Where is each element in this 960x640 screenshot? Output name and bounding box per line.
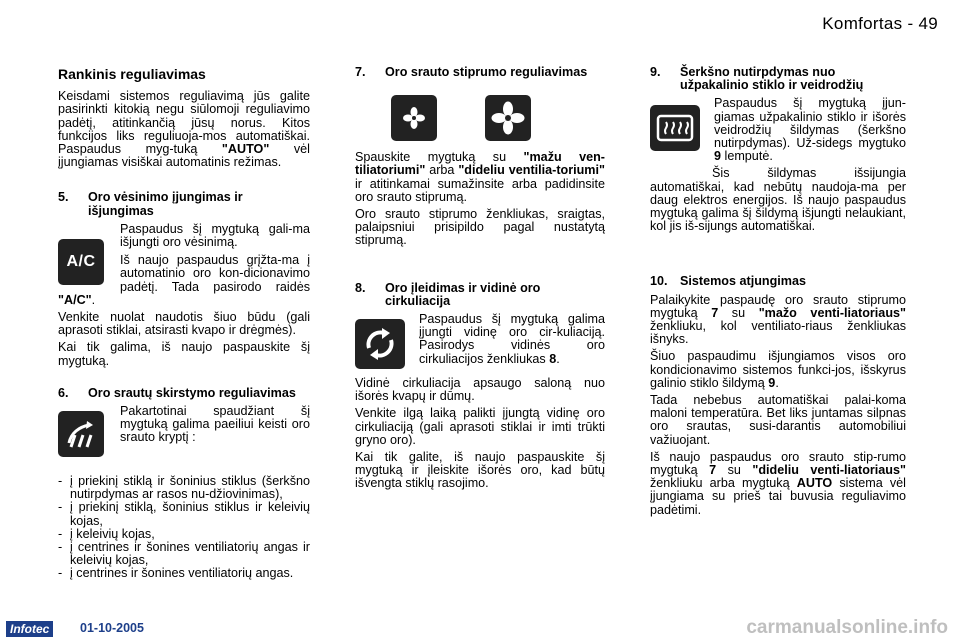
section-5-heading: 5. Oro vėsinimo įjungimas ir išjungimas — [58, 190, 243, 218]
s7-p2: Oro srauto stiprumo ženkliukas, sraigtas, palaipsniui prisipildo pagal nustatytą stiprumą. — [355, 207, 605, 248]
page-footer — [0, 617, 960, 640]
s8-p1: Paspaudus šį mygtuką galima įjungti vidinę oro cir-kuliaciją. Pasirodys vidinės oro cirkuliacijos ženkliukas 8. — [419, 313, 605, 366]
fan-low-icon — [391, 95, 437, 141]
s10-p1: Palaikykite paspaudę oro srauto stiprumo mygtuką 7 su "mažo venti-liatoriaus" ženkliuku, kol ventiliato-riaus ženkliukas išnyks. — [650, 292, 906, 347]
section-8-heading: 8. Oro įleidimas ir vidinė oro cirkuliacija — [355, 280, 541, 308]
section-9-heading: 9. Šerkšno nutirpdymas nuo užpakalinio stiklo ir veidrodžių — [650, 65, 864, 93]
section-7-heading: 7. Oro srauto stiprumo reguliavimas — [355, 65, 588, 79]
list-item: - į centrines ir šonines ventiliatorių angas ir keleivių kojas, — [58, 540, 310, 568]
s5-p3: Venkite nuolat naudotis šiuo būdu (gali aprasoti stiklai, atsirasti kvapo ir drėgmės). — [58, 310, 310, 338]
ac-button-icon: A/C — [58, 239, 104, 285]
list-item: - į priekinį stiklą, šoninius stiklus ir keleivių kojas, — [58, 500, 310, 528]
s10-p3: Tada nebebus automatiškai palai-koma maloni temperatūra. Bet liks juntamas silpnas oro srautas, susi-darantis automobiliui važiuojant. — [650, 393, 906, 447]
s6-p1: Pakartotinai spaudžiant šį mygtuką galima paeiliui keisti oro srauto kryptį : — [120, 405, 310, 445]
s8-p3: Venkite ilgą laiką palikti įjungtą vidinę oro cirkuliaciją (gali aprasoti stiklai ir imti trūkti gryno oro). — [355, 406, 605, 447]
list-item: - į keleivių kojas, — [58, 526, 155, 541]
rear-defrost-icon — [650, 105, 700, 151]
page-header: Komfortas - 49 — [822, 14, 938, 33]
column-left — [58, 66, 310, 581]
section-10-heading: 10. Sistemos atjungimas — [650, 274, 806, 289]
intro-paragraph: Keisdami sistemos reguliavimą jūs galite pasirinkti kitokią negu siūlomoji reguliavimo padėtį, atitinkančią jūsų norus. Kitos funkcijos liks reguliuoja-mos automatiškai. Paspaudus myg-tuką "AUTO" vėl įjungiamas visiškai automatinis režimas. — [58, 89, 310, 170]
fan-high-icon — [485, 95, 531, 141]
infotec-badge: Infotec — [6, 621, 53, 637]
column-right — [650, 66, 906, 517]
list-item: - į priekinį stiklą ir šoninius stiklus (šerkšno nutirpdymas ar rasos nu-džiovinimas), — [58, 474, 310, 502]
column-middle — [355, 66, 605, 491]
s5-p2: Iš naujo paspaudus grįžta-ma į automatinio oro kon-dicionavimo padėtį. Tada pasirodo raidės "A/C". — [58, 253, 310, 307]
air-distribution-icon — [58, 411, 104, 457]
s9-p1: Paspaudus šį mygtuką įjun-giamas užpakalinio stiklo ir išorės veidrodžių šildymas (šerkšno nutirpdymas). Už-sidegs mygtuko 9 lemputė. — [714, 97, 906, 164]
air-direction-list — [58, 475, 310, 581]
section-6-heading: 6. Oro srautų skirstymo reguliavimas — [58, 385, 296, 400]
recirculation-icon — [355, 319, 405, 369]
s10-p2: Šiuo paspaudimu išjungiamos visos oro kondicionavimo sistemos funkci-jos, išskyrus galinio stiklo šildymą 9. — [650, 349, 906, 390]
watermark: carmanualsonline.info — [746, 617, 948, 638]
s8-p2: Vidinė cirkuliacija apsaugo saloną nuo išorės kvapų ir dūmų. — [355, 376, 605, 404]
list-item: - į centrines ir šonines ventiliatorių angas. — [58, 566, 294, 581]
s7-p1: Spauskite mygtuką su "mažu ven-tiliatoriumi" arba "dideliu ventilia-toriumi" ir atitinkamai sumažinsite arba padidinsite oro srauto stiprumą. — [355, 150, 606, 204]
s10-p4: Iš naujo paspaudus oro srauto stip-rumo mygtuką 7 su "dideliu venti-liatoriaus" ženkliuku arba mygtuką AUTO sistema vėl įjungiama su prieš tai buvusia reguliavimo padėtimi. — [650, 449, 906, 517]
s8-p4: Kai tik galite, iš naujo paspauskite šį mygtuką ir įleiskite išorės oro, kad būtų išvengta stiklų rasojimo. — [355, 450, 605, 491]
footer-date: 01-10-2005 — [80, 621, 144, 635]
s9-p2: Šis šildymas išsijungia automatiškai, kad nebūtų naudoja-ma per daug elektros energijos. Iš naujo paspaudus mygtuką galima šį šildymą išjungti nelaukiant, kol jis iš-sijungs automatiškai. — [650, 166, 906, 234]
s5-p4: Kai tik galima, iš naujo paspauskite šį mygtuką. — [58, 340, 310, 368]
section-title: Rankinis reguliavimas — [58, 66, 206, 82]
s5-p1: Paspaudus šį mygtuką gali-ma išjungti oro vėsinimą. — [120, 222, 310, 250]
